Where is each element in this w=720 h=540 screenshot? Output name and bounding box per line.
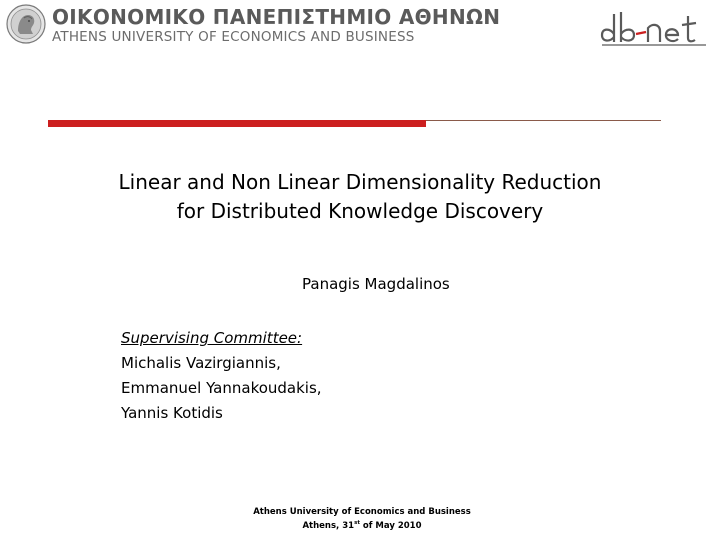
committee-member: Michalis Vazirgiannis, <box>121 354 281 372</box>
title-line-1: Linear and Non Linear Dimensionality Reduction <box>118 170 602 194</box>
footer <box>220 507 504 532</box>
footer-date-ordinal: st <box>354 520 360 526</box>
divider-accent-bar <box>48 120 426 127</box>
university-seal-icon <box>6 4 46 44</box>
presentation-title <box>40 168 680 226</box>
supervising-committee <box>121 326 322 426</box>
university-name-english: ATHENS UNIVERSITY OF ECONOMICS AND BUSINESS <box>52 29 415 45</box>
footer-date-suffix: of May 2010 <box>359 520 422 531</box>
db-net-logo <box>596 4 712 48</box>
footer-date <box>220 518 504 532</box>
author-name: Panagis Magdalinos <box>302 275 450 293</box>
committee-member: Yannis Kotidis <box>121 404 223 422</box>
footer-institution: Athens University of Economics and Business <box>253 507 471 517</box>
title-line-2: for Distributed Knowledge Discovery <box>176 199 544 223</box>
footer-date-prefix: Athens, 31 <box>302 520 355 531</box>
committee-member: Emmanuel Yannakoudakis, <box>121 379 322 397</box>
university-name-greek: ΟΙΚΟΝΟΜΙΚΟ ΠΑΝΕΠΙΣΤΗΜΙΟ ΑΘΗΝΩΝ <box>52 5 501 29</box>
divider-thin-line <box>426 120 661 121</box>
committee-heading: Supervising Committee: <box>121 329 303 347</box>
